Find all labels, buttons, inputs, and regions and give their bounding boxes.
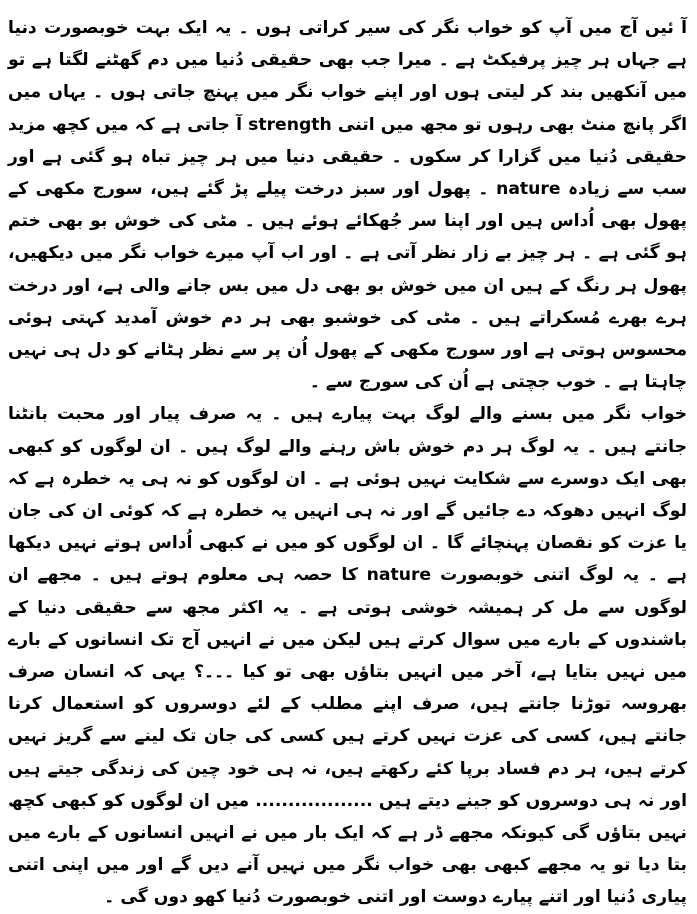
paragraph-2: خواب نگر میں بسنے والے لوگ بہت پیارے ہیں ۔ یہ صرف پیار اور محبت بانٹنا جانتے ہیں ۔ یہ لوگ ہر دم خوش باش رہنے والے لوگ ہیں ۔ ان لوگوں کو کبھی بھی ایک دوسرے سے شکایت نہیں ہوئی ہے ۔ ان لوگوں کو نہ ہی یہ خطرہ ہے کہ لوگ انہیں دھوکہ دے جائیں گے اور نہ ہی انہیں یہ خطرہ ہے کہ کوئی ان کی جان یا عزت کو نقصان پہنچائے گا ۔ ان لوگوں کو میں نے کبھی اُداس ہوتے نہیں دیکھا ہے ۔ یہ لوگ اتنی خوبصورت nature کا حصہ ہی معلوم ہوتے ہیں ۔ مجھے ان لوگوں سے مل کر ہمیشہ خوشی ہوتی ہے ۔ یہ اکثر مجھ سے حقیقی دنیا کے باشندوں کے بارے میں سوال کرتے ہیں لیکن میں نے انہیں آج تک انسانوں کے بارے میں نہیں بتایا ہے، آخر میں انہیں بتاؤں بھی تو کیا ۔۔۔؟ یہی کہ انسان صرف بھروسہ توڑنا جانتے ہیں، صرف اپنے مطلب کے لئے دوسروں کو استعمال کرنا جانتے ہیں، کسی کی عزت نہیں کرتے ہیں کسی کی جان تک لینے سے گریز نہیں کرتے ہیں، ہر دم فساد برپا کئے رکھتے ہیں، نہ ہی خود چین کی زندگی جیتے ہیں اور نہ ہی دوسروں کو جینے دیتے ہیں .................. میں ان لوگوں کو کبھی کچھ نہیں بتاؤں گی کیونکہ مجھے ڈر ہے کہ ایک بار میں نے انہیں انسانوں کے بارے میں بتا دیا تو یہ مجھے کبھی بھی خواب نگر میں نہیں آنے دیں گے اور میں اپنی اتنی پیاری دُنیا اور اتنے پیارے دوست اور اتنی خوبصورت دُنیا کھو دوں گی ۔ [8, 404, 687, 908]
paragraph-1: آ ئیں آج میں آپ کو خواب نگر کی سیر کراتی ہوں ۔ یہ ایک بہت خوبصورت دنیا ہے جہاں ہر چیز پرفیکٹ ہے ۔ میرا جب بھی حقیقی دُنیا میں دم گھٹنے لگتا ہے تو میں آنکھیں بند کر لیتی ہوں اور اپنے خواب نگر میں پہنچ جاتی ہوں ۔ یہاں میں اگر پانچ منٹ بھی رہوں تو مجھ میں اتنی strength آ جاتی ہے کہ میں کچھ مزید حقیقی دُنیا میں گزارا کر سکوں ۔ حقیقی دنیا میں ہر چیز تباہ ہو گئی ہے اور سب سے زیادہ nature ۔ پھول اور سبز درخت پیلے پڑ گئے ہیں، سورج مکھی کے پھول بھی اُداس ہیں اور اپنا سر جُھکائے ہوئے ہیں ۔ مٹی کی خوش بو بھی ختم ہو گئی ہے ۔ ہر چیز بے زار نظر آتی ہے ۔ اور اب آپ میرے خواب نگر میں دیکھیں، پھول ہر رنگ کے ہیں ان میں خوش بو بھی دل میں بس جانے والی ہے، اور درخت ہرے بھرے مُسکراتے ہیں ۔ مٹی کی خوشبو بھی ہر دم خوش آمدید کہتی ہوئی محسوس ہوتی ہے اور سورج مکھی کے پھول اُن پر سے نظر ہٹانے کو دل ہی نہیں چاہتا ہے ۔ خوب جچتی ہے اُن کی سورج سے ۔ [8, 18, 688, 393]
urdu-text-body [8, 12, 687, 914]
